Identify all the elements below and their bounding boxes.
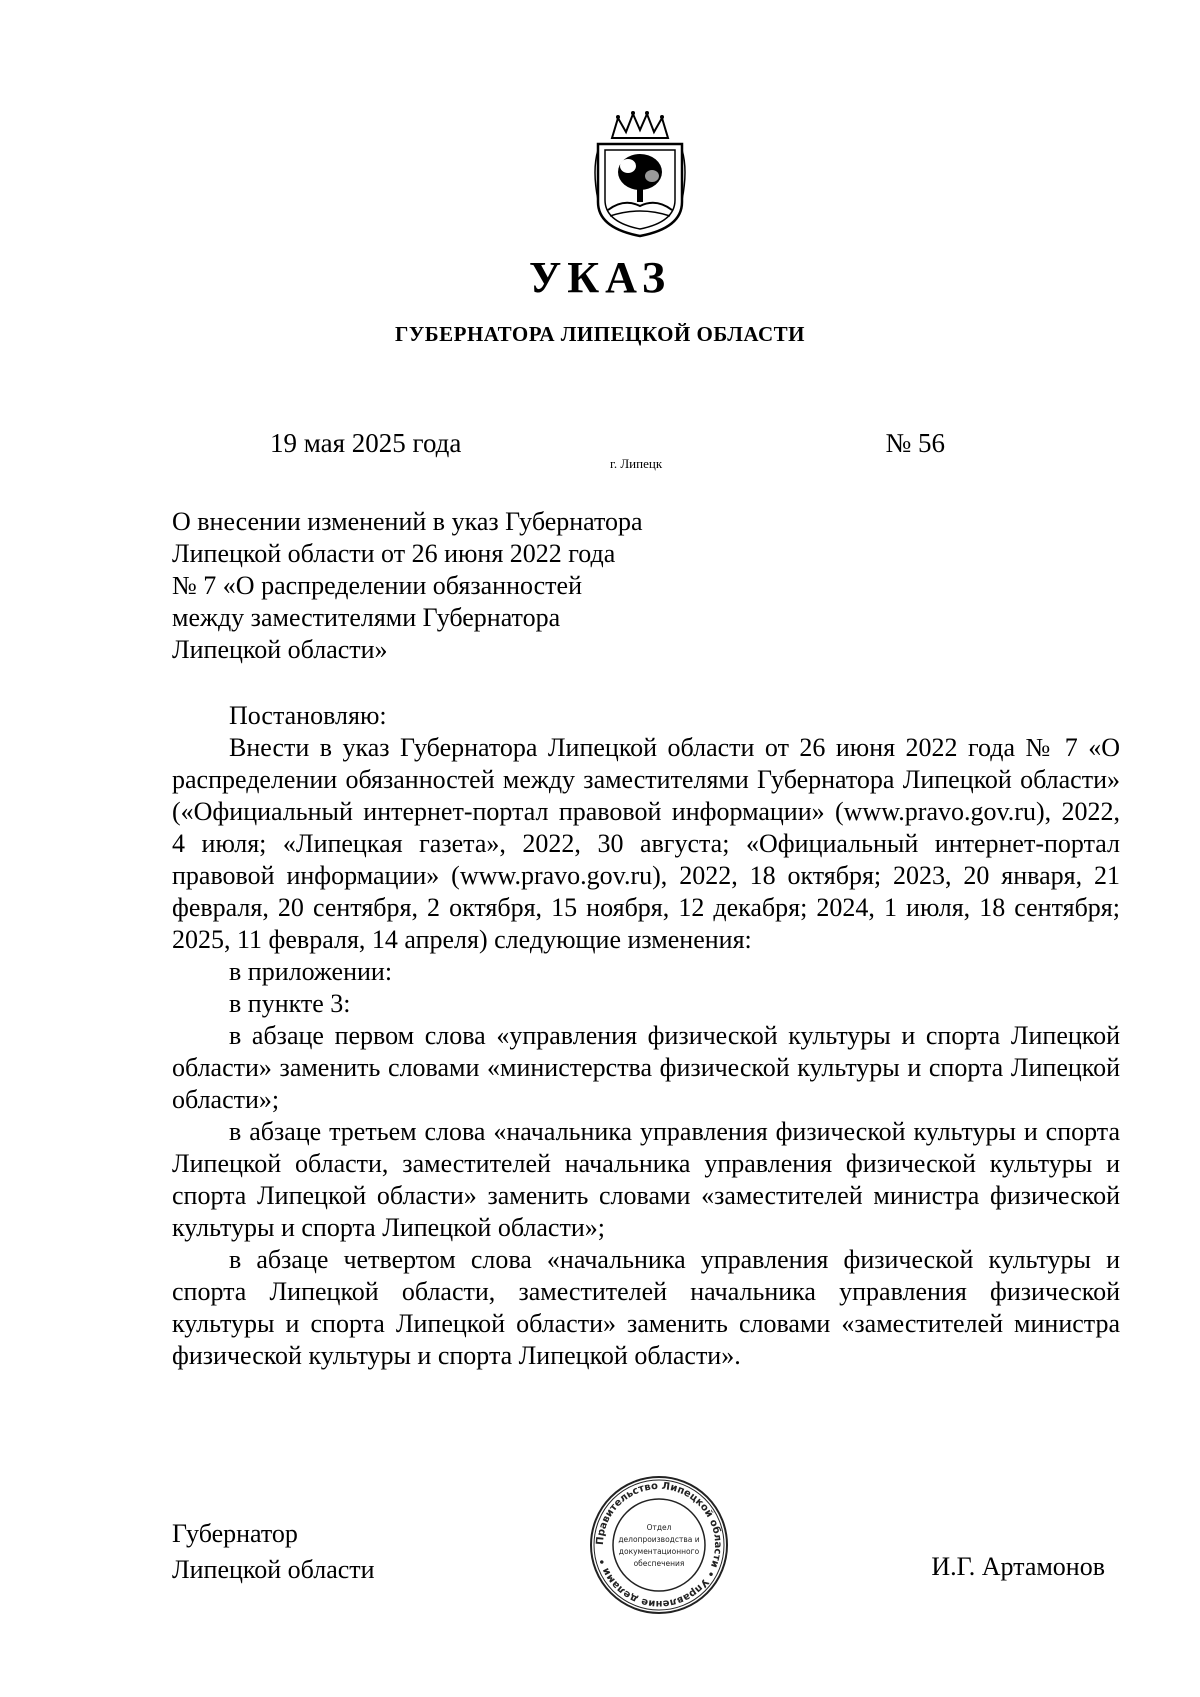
body-paragraph: Внести в указ Губернатора Липецкой области от 26 июня 2022 года № 7 «О распределении обязанностей между заместителями Губернатора Липецкой области» («Официальный интернет-портал правовой информации» (www.pravo.gov.ru), 2022, 4 июля; «Липецкая газета», 2022, 30 августа; «Официальный интернет-портал правовой информации» (www.pravo.gov.ru), 2022, 18 октября; 2023, 20 января, 21 февраля, 20 сентября, 2 октября, 15 ноября, 12 декабря; 2024, 1 июля, 18 сентября; 2025, 11 февраля, 14 апреля) следующие изменения: (172, 733, 1120, 954)
body-paragraph: Постановляю: (229, 701, 387, 730)
body-paragraph: в абзаце четвертом слова «начальника управления физической культуры и спорта Липецкой области, заместителей начальника управления физической культуры и спорта Липецкой области» заменить словами «заместителей министра физической культуры и спорта Липецкой области». (172, 1245, 1120, 1370)
document-city: г. Липецк (610, 456, 663, 471)
subject-line: Липецкой области от 26 июня 2022 года (172, 539, 616, 568)
body-paragraph: в абзаце первом слова «управления физической культуры и спорта Липецкой области» заменить словами «министерства физической культуры и спорта Липецкой области»; (172, 1021, 1120, 1114)
subject-line: между заместителями Губернатора (172, 603, 561, 632)
document-number: № 56 (885, 428, 945, 458)
subject-line: Липецкой области» (172, 635, 388, 664)
seal-outer-text: Правительство Липецкой области • Управление делами • (594, 1480, 724, 1610)
signatory-position-line: Губернатор (172, 1519, 298, 1548)
body-paragraph: в приложении: (229, 957, 393, 986)
seal-inner-line: документационного (618, 1547, 700, 1556)
document-title: УКАЗ (528, 253, 672, 302)
document-subject (172, 506, 732, 666)
round-seal-icon (588, 1474, 730, 1616)
document-date: 19 мая 2025 года (270, 428, 462, 458)
signatory-name: И.Г. Артамонов (931, 1552, 1105, 1581)
document-issuer: ГУБЕРНАТОРА ЛИПЕЦКОЙ ОБЛАСТИ (394, 322, 806, 346)
body-paragraph: в абзаце третьем слова «начальника управления физической культуры и спорта Липецкой области, заместителей начальника управления физической культуры и спорта Липецкой области» заменить словами «заместителей министра физической культуры и спорта Липецкой области»; (172, 1117, 1120, 1242)
seal-inner-line: делопроизводства и (618, 1535, 700, 1544)
coat-of-arms-icon (590, 110, 690, 238)
seal-inner-line: обеспечения (633, 1559, 685, 1568)
seal-inner-line: Отдел (646, 1523, 672, 1532)
signatory-position-line: Липецкой области (172, 1555, 375, 1584)
signatory-position (172, 1516, 375, 1588)
document-body (172, 700, 1120, 1372)
subject-line: № 7 «О распределении обязанностей (172, 571, 582, 600)
body-paragraph: в пункте 3: (229, 989, 351, 1018)
subject-line: О внесении изменений в указ Губернатора (172, 507, 643, 536)
